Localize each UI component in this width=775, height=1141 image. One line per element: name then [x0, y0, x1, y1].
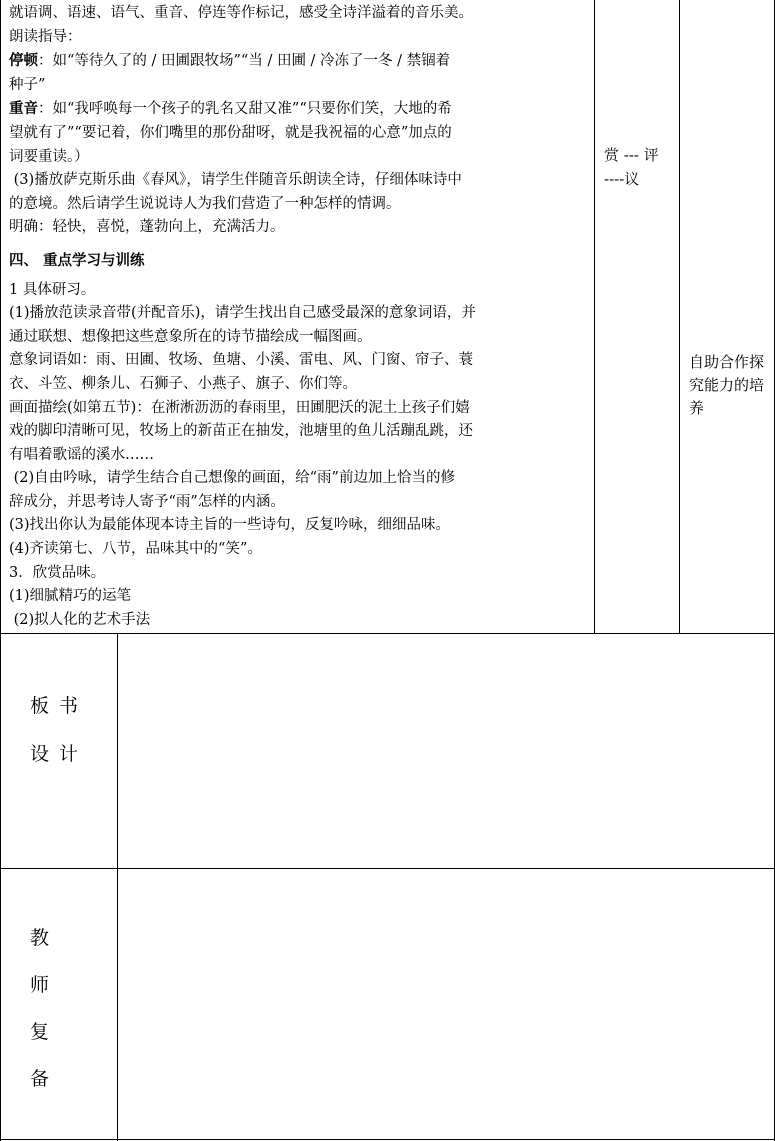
text-line: (1)细腻精巧的运笔 — [9, 588, 132, 605]
text-line: 望就有了”“要记着，你们嘴里的那份甜呀，就是我祝福的心意”加点的 — [9, 124, 452, 141]
text-line: 3．欣赏品味。 — [9, 564, 106, 581]
text-line: (1)播放范读录音带(并配音乐)，请学生找出自己感受最深的意象词语，并 — [9, 305, 476, 322]
design-intent: 自助合作探究能力的培养 — [689, 353, 765, 417]
column-divider-2 — [679, 0, 680, 633]
section-heading: 四、 重点学习与训练 — [9, 251, 145, 269]
activity-line: ----议 — [604, 170, 640, 188]
table-bottom-border — [0, 1139, 775, 1140]
text-line: 词要重读。） — [9, 148, 89, 165]
text-line: 种子” — [9, 76, 46, 93]
activity-line: 赏 --- 评 — [604, 146, 659, 164]
pause-label: 停顿 — [9, 52, 38, 70]
stress-label: 重音 — [9, 100, 38, 118]
text-line — [9, 49, 591, 74]
label-char: 师 — [30, 974, 50, 996]
teacher-review-label — [30, 915, 49, 1103]
text-line — [9, 97, 591, 122]
teacher-review-content[interactable] — [118, 869, 774, 1139]
board-design-label-line1: 板 书 — [30, 695, 81, 717]
column-divider-1 — [594, 0, 595, 633]
text-line: (4)齐读第七、八节，品味其中的“笑”。 — [9, 541, 262, 558]
text-line: 就语调、语速、语气、重音、停连等作标记，感受全诗洋溢着的音乐美。 — [9, 5, 473, 21]
text-line: (3)播放萨克斯乐曲《春风》，请学生伴随音乐朗读全诗，仔细体味诗中 — [9, 172, 462, 189]
text-line: 画面描绘(如第五节)：在淅淅沥沥的春雨里，田圃肥沃的泥土上孩子们嬉 — [9, 399, 470, 416]
text-line: 辞成分，并思考诗人寄予“雨”怎样的内涵。 — [9, 493, 285, 510]
pause-text: ：如“等待久了的 / 田圃跟牧场”“当 / 田圃 / 冷冻了一冬 / 禁锢着 — [38, 53, 451, 70]
table-left-border — [0, 0, 1, 1141]
text-line: 朗读指导： — [9, 28, 82, 45]
text-line: 明确：轻快，喜悦，蓬勃向上，充满活力。 — [9, 219, 285, 236]
student-activity — [604, 143, 659, 191]
label-char: 备 — [30, 1068, 50, 1090]
lesson-content — [9, 2, 591, 632]
text-line: (3)找出你认为最能体现本诗主旨的一些诗句，反复吟咏，细细品味。 — [9, 517, 451, 534]
label-char: 教 — [30, 927, 50, 949]
text-line: 1 具体研习。 — [9, 281, 96, 298]
board-design-content[interactable] — [118, 634, 774, 868]
text-line: 有唱着歌谣的溪水…… — [9, 446, 154, 463]
text-line: 的意境。然后请学生说说诗人为我们营造了一种怎样的情调。 — [9, 195, 401, 212]
text-line: 意象词语如：雨、田圃、牧场、鱼塘、小溪、雷电、风、门窗、帘子、蓑 — [9, 352, 473, 369]
board-design-label-line2: 设 计 — [30, 743, 81, 765]
label-char: 复 — [30, 1021, 50, 1043]
text-line: (2)自由吟咏，请学生结合自己想像的画面，给“雨”前边加上恰当的修 — [9, 470, 455, 487]
text-line: 通过联想、想像把这些意象所在的诗节描绘成一幅图画。 — [9, 328, 372, 345]
text-line: 衣、斗笠、柳条儿、石狮子、小燕子、旗子、你们等。 — [9, 375, 357, 392]
text-line: 戏的脚印清晰可见，牧场上的新苗正在抽发，池塘里的鱼儿活蹦乱跳，还 — [9, 423, 473, 440]
text-line: (2)拟人化的艺术手法 — [9, 611, 151, 628]
stress-text: ：如“我呼唤每一个孩子的乳名又甜又准”“只要你们笑，大地的希 — [38, 101, 452, 118]
